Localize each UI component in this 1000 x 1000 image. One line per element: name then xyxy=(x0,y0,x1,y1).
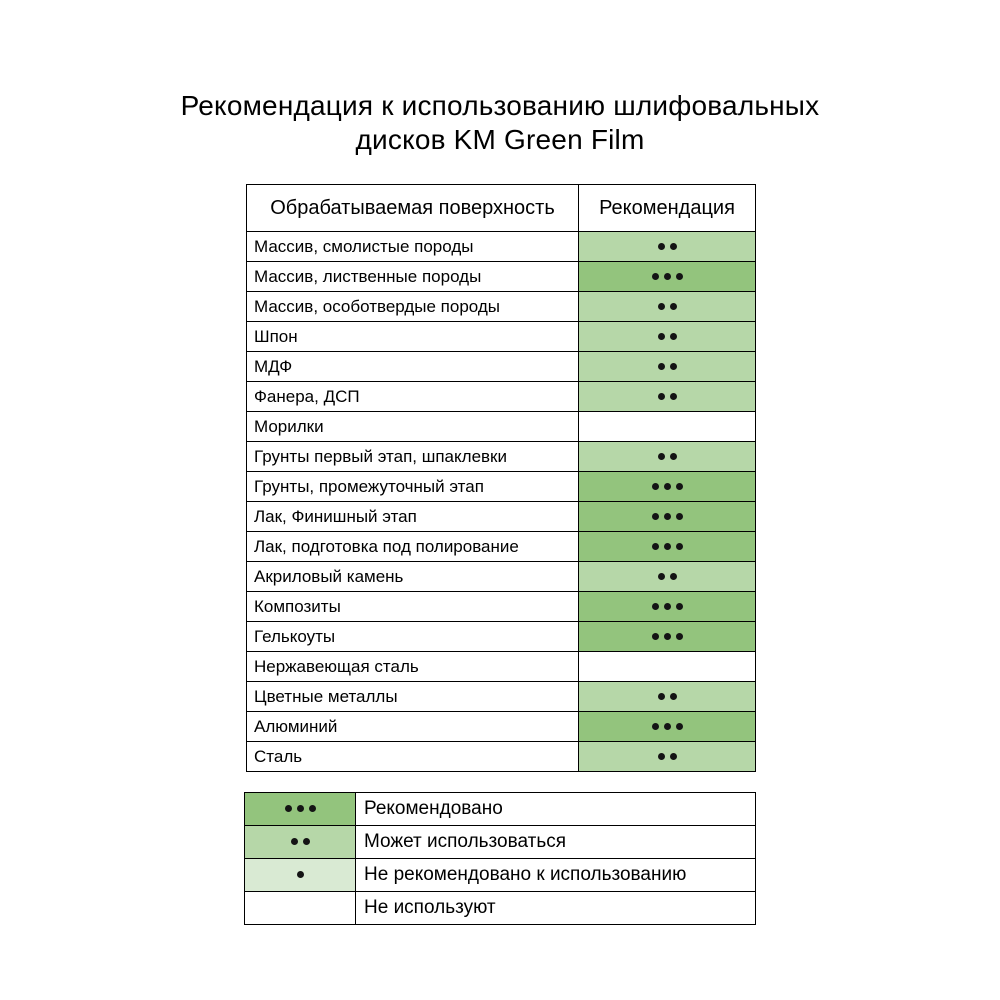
rating-dot xyxy=(676,543,683,550)
rating-dot xyxy=(676,483,683,490)
table-row xyxy=(247,232,756,262)
recommendation-cell xyxy=(579,532,756,562)
recommendation-cell xyxy=(579,592,756,622)
surface-name: Фанера, ДСП xyxy=(247,382,579,412)
table-row xyxy=(247,322,756,352)
rating-dot xyxy=(676,723,683,730)
recommendation-cell xyxy=(579,652,756,682)
legend-row xyxy=(245,892,756,925)
legend-label: Не используют xyxy=(356,892,756,925)
table-header-row xyxy=(247,185,756,232)
rating-dot xyxy=(297,805,304,812)
surface-name: Композиты xyxy=(247,592,579,622)
page-title-line-2: дисков KM Green Film xyxy=(355,123,645,155)
table-row xyxy=(247,292,756,322)
recommendation-cell xyxy=(579,742,756,772)
recommendation-cell xyxy=(579,682,756,712)
rating-dot xyxy=(670,243,677,250)
table-row xyxy=(247,682,756,712)
rating-dot xyxy=(670,303,677,310)
table-row xyxy=(247,352,756,382)
table-row xyxy=(247,412,756,442)
recommendation-cell xyxy=(579,412,756,442)
table-row xyxy=(247,742,756,772)
surface-name: Лак, Финишный этап xyxy=(247,502,579,532)
surface-name: Алюминий xyxy=(247,712,579,742)
legend-label: Не рекомендовано к использованию xyxy=(356,859,756,892)
recommendation-cell xyxy=(579,262,756,292)
surface-name: Лак, подготовка под полирование xyxy=(247,532,579,562)
rating-dot xyxy=(658,573,665,580)
table-row xyxy=(247,562,756,592)
rating-dot xyxy=(652,273,659,280)
surface-name: Шпон xyxy=(247,322,579,352)
recommendation-cell xyxy=(579,382,756,412)
surface-name: Массив, смолистые породы xyxy=(247,232,579,262)
legend-label: Рекомендовано xyxy=(356,793,756,826)
rating-dot xyxy=(676,603,683,610)
rating-dot xyxy=(676,273,683,280)
surface-name: Массив, особотвердые породы xyxy=(247,292,579,322)
table-row xyxy=(247,652,756,682)
rating-dot xyxy=(309,805,316,812)
recommendation-cell xyxy=(579,562,756,592)
recommendation-cell xyxy=(579,472,756,502)
rating-dot xyxy=(670,573,677,580)
rating-dot xyxy=(285,805,292,812)
surface-name: Цветные металлы xyxy=(247,682,579,712)
rating-dot xyxy=(670,363,677,370)
recommendation-cell xyxy=(579,502,756,532)
page-title xyxy=(0,89,1000,157)
column-header-recommendation: Рекомендация xyxy=(579,185,756,232)
surface-name: Сталь xyxy=(247,742,579,772)
rating-dot xyxy=(670,453,677,460)
rating-dot xyxy=(297,871,304,878)
surface-name: МДФ xyxy=(247,352,579,382)
rating-dot xyxy=(664,483,671,490)
rating-dot xyxy=(664,513,671,520)
table-row xyxy=(247,502,756,532)
rating-dot xyxy=(664,603,671,610)
table-row xyxy=(247,382,756,412)
rating-dot xyxy=(664,633,671,640)
rating-dot xyxy=(658,333,665,340)
recommendation-cell xyxy=(579,712,756,742)
rating-dot xyxy=(670,393,677,400)
recommendation-cell xyxy=(579,442,756,472)
rating-dot xyxy=(670,753,677,760)
legend-swatch xyxy=(245,826,356,859)
table-row xyxy=(247,442,756,472)
rating-dot xyxy=(652,513,659,520)
table-row xyxy=(247,262,756,292)
rating-dot xyxy=(652,723,659,730)
recommendation-cell xyxy=(579,622,756,652)
legend-swatch xyxy=(245,793,356,826)
rating-dot xyxy=(658,393,665,400)
rating-dot xyxy=(652,603,659,610)
surface-name: Массив, лиственные породы xyxy=(247,262,579,292)
surface-name: Нержавеющая сталь xyxy=(247,652,579,682)
rating-dot xyxy=(664,543,671,550)
rating-dot xyxy=(658,693,665,700)
table-row xyxy=(247,472,756,502)
table-row xyxy=(247,532,756,562)
rating-dot xyxy=(664,273,671,280)
rating-dot xyxy=(291,838,298,845)
recommendation-cell xyxy=(579,322,756,352)
legend-row xyxy=(245,859,756,892)
rating-dot xyxy=(676,513,683,520)
rating-dot xyxy=(670,693,677,700)
surface-name: Морилки xyxy=(247,412,579,442)
recommendation-cell xyxy=(579,352,756,382)
surface-name: Акриловый камень xyxy=(247,562,579,592)
legend-swatch xyxy=(245,892,356,925)
recommendation-table xyxy=(246,184,756,772)
recommendation-cell xyxy=(579,232,756,262)
rating-dot xyxy=(664,723,671,730)
legend-table xyxy=(244,792,756,925)
rating-dot xyxy=(658,303,665,310)
recommendation-cell xyxy=(579,292,756,322)
surface-name: Грунты первый этап, шпаклевки xyxy=(247,442,579,472)
table-row xyxy=(247,712,756,742)
rating-dot xyxy=(652,633,659,640)
rating-dot xyxy=(303,838,310,845)
rating-dot xyxy=(658,453,665,460)
legend-swatch xyxy=(245,859,356,892)
table-row xyxy=(247,622,756,652)
rating-dot xyxy=(658,243,665,250)
rating-dot xyxy=(676,633,683,640)
page-title-line-1: Рекомендация к использованию шлифовальных xyxy=(180,89,820,121)
legend-row xyxy=(245,826,756,859)
rating-dot xyxy=(652,483,659,490)
legend-row xyxy=(245,793,756,826)
rating-dot xyxy=(658,363,665,370)
surface-name: Грунты, промежуточный этап xyxy=(247,472,579,502)
legend-label: Может использоваться xyxy=(356,826,756,859)
surface-name: Гелькоуты xyxy=(247,622,579,652)
table-row xyxy=(247,592,756,622)
rating-dot xyxy=(658,753,665,760)
rating-dot xyxy=(670,333,677,340)
column-header-surface: Обрабатываемая поверхность xyxy=(247,185,579,232)
rating-dot xyxy=(652,543,659,550)
